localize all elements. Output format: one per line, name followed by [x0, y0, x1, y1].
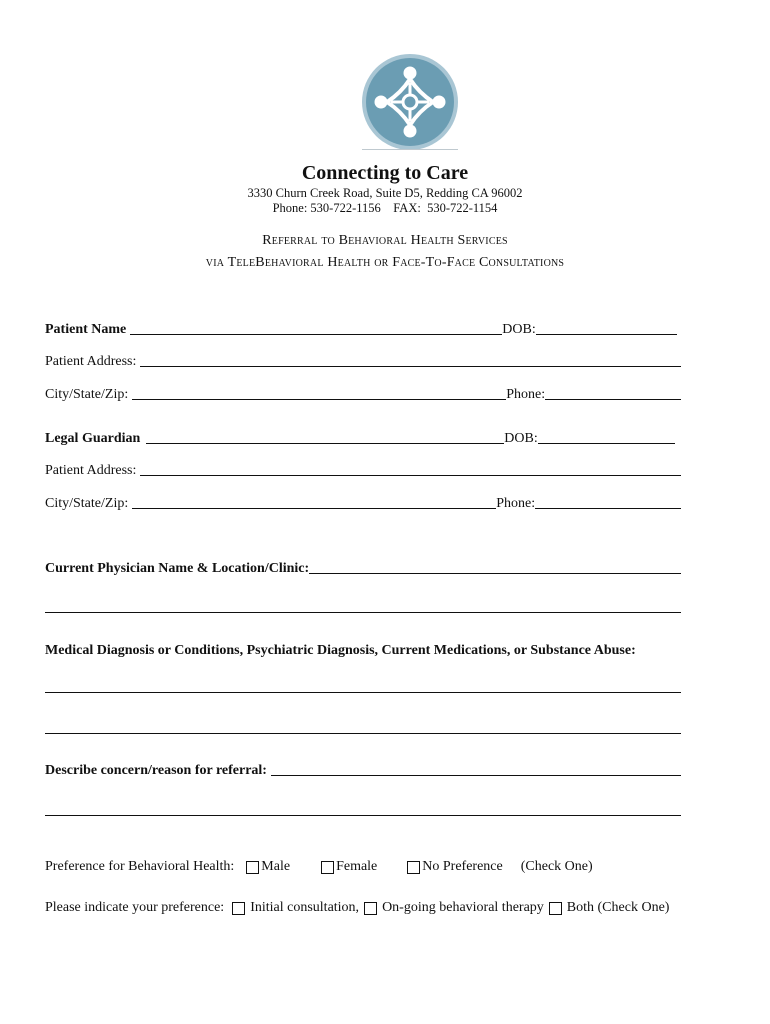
patient-city-field[interactable] — [132, 398, 506, 400]
ongoing-therapy-label: On-going behavioral therapy — [382, 900, 544, 915]
patient-phone-label: Phone: — [506, 387, 546, 402]
patient-name-field[interactable] — [130, 333, 502, 335]
medical-field-line-2[interactable] — [45, 733, 681, 734]
guardian-city-field[interactable] — [132, 507, 496, 509]
physician-row — [45, 556, 681, 578]
form-title-line-2: via TeleBehavioral Health or Face-To-Face Consultations — [205, 255, 565, 270]
physician-label: Current Physician Name & Location/Clinic: — [45, 561, 310, 576]
bh-preference-note: (Check One) — [520, 859, 593, 874]
guardian-name-row — [45, 426, 681, 448]
female-option-label: Female — [336, 859, 378, 874]
patient-address-label: Patient Address: — [45, 354, 137, 369]
form-title-line-1: Referral to Behavioral Health Services — [262, 233, 508, 248]
medical-row — [45, 638, 705, 660]
patient-phone-field[interactable] — [545, 398, 681, 400]
ongoing-therapy-checkbox[interactable] — [364, 902, 377, 915]
guardian-name-label: Legal Guardian — [45, 431, 141, 446]
organization-name: Connecting to Care — [301, 162, 469, 184]
patient-dob-field[interactable] — [536, 333, 677, 335]
no-preference-checkbox[interactable] — [407, 861, 420, 874]
guardian-phone-label: Phone: — [496, 496, 536, 511]
guardian-dob-label: DOB: — [504, 431, 538, 446]
female-checkbox[interactable] — [321, 861, 334, 874]
patient-name-row — [45, 317, 681, 339]
patient-address-row — [45, 349, 681, 371]
physician-field[interactable] — [309, 572, 681, 574]
both-checkbox[interactable] — [549, 902, 562, 915]
referral-label: Describe concern/reason for referral: — [45, 763, 267, 778]
guardian-name-field[interactable] — [146, 442, 504, 444]
referral-field[interactable] — [271, 774, 681, 776]
referral-field-line-2[interactable] — [45, 815, 681, 816]
guardian-address-field[interactable] — [140, 474, 681, 476]
initial-consultation-label: Initial consultation, — [250, 900, 360, 915]
medical-field-line-1[interactable] — [45, 692, 681, 693]
service-preference-label: Please indicate your preference: — [45, 900, 225, 915]
patient-city-label: City/State/Zip: — [45, 387, 129, 402]
logo-divider — [362, 149, 458, 150]
patient-address-field[interactable] — [140, 365, 681, 367]
guardian-address-row — [45, 458, 681, 480]
connecting-to-care-logo — [361, 53, 459, 151]
medical-label: Medical Diagnosis or Conditions, Psychiatric Diagnosis, Current Medications, or Substance Abuse: — [45, 643, 636, 658]
guardian-city-row — [45, 491, 681, 513]
patient-name-label: Patient Name — [45, 322, 127, 337]
male-option-label: Male — [261, 859, 291, 874]
patient-dob-label: DOB: — [502, 322, 536, 337]
organization-address: 3330 Churn Creek Road, Suite D5, Redding CA 96002 — [247, 186, 523, 200]
organization-phone-fax: Phone: 530-722-1156 FAX: 530-722-1154 — [272, 201, 498, 215]
patient-city-row — [45, 382, 681, 404]
referral-row — [45, 758, 681, 780]
service-preference-row — [45, 900, 669, 916]
physician-field-line-2[interactable] — [45, 612, 681, 613]
bh-preference-row — [45, 859, 593, 875]
no-preference-option-label: No Preference — [422, 859, 503, 874]
both-label: Both (Check One) — [566, 900, 670, 915]
bh-preference-label: Preference for Behavioral Health: — [45, 859, 235, 874]
guardian-city-label: City/State/Zip: — [45, 496, 129, 511]
guardian-address-label: Patient Address: — [45, 463, 137, 478]
initial-consultation-checkbox[interactable] — [232, 902, 245, 915]
male-checkbox[interactable] — [246, 861, 259, 874]
guardian-dob-field[interactable] — [538, 442, 675, 444]
guardian-phone-field[interactable] — [535, 507, 681, 509]
